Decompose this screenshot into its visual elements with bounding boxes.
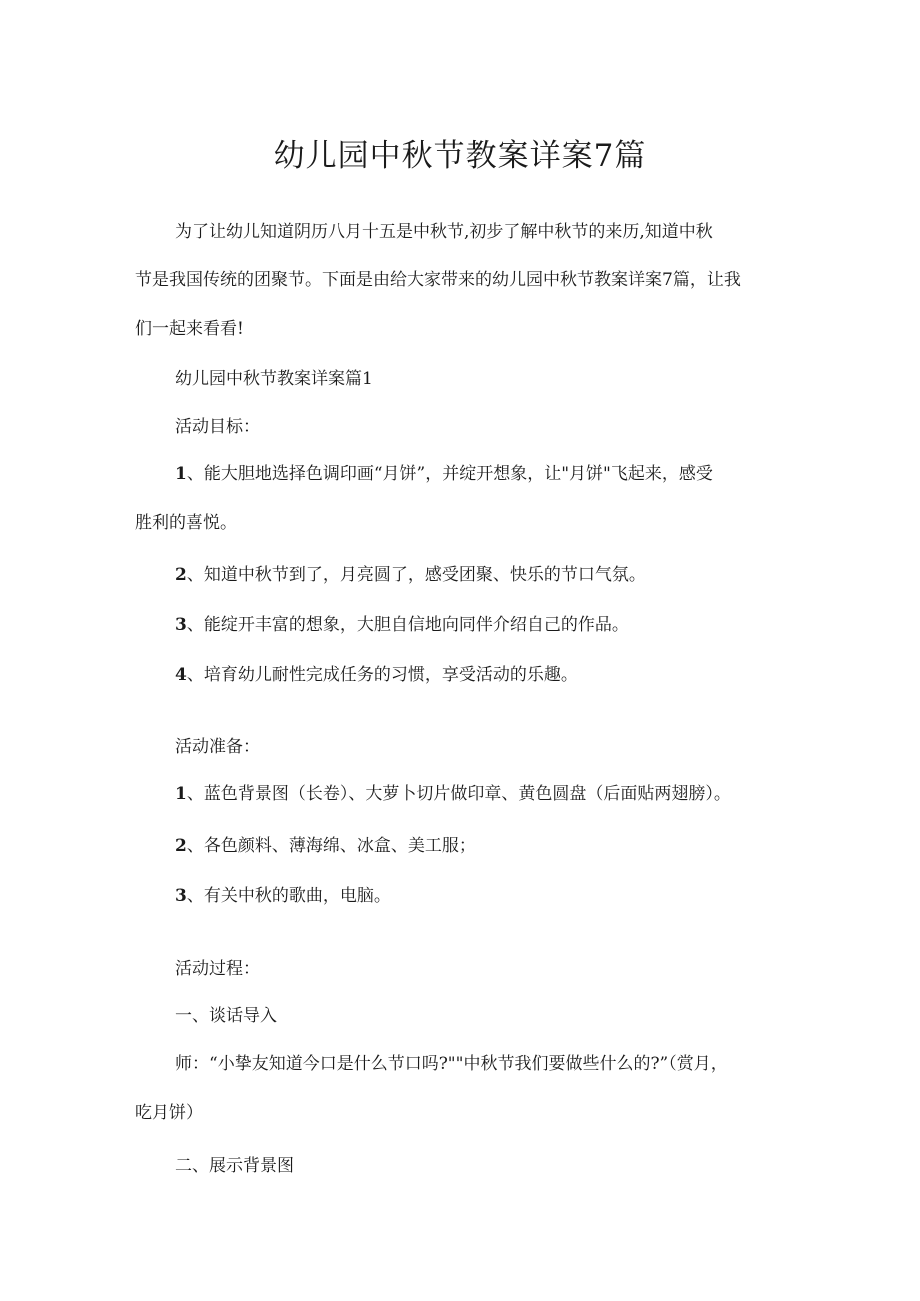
goal-item-number: 2	[175, 565, 187, 585]
prep-item-text: 、有关中秋的歌曲，电脑。	[186, 886, 391, 906]
prep-item-1	[175, 781, 731, 807]
prep-heading: 活动准备：	[175, 737, 260, 757]
prep-item-number: 3	[175, 886, 187, 906]
process-heading: 活动过程：	[175, 959, 260, 979]
goal-item-number: 1	[175, 464, 187, 484]
intro-line-1: 为了让幼儿知道阴历八月十五是中秋节,初步了解中秋节的来历,知道中秋	[175, 222, 713, 242]
prep-item-number: 1	[175, 784, 187, 804]
dialogue-line-2: 吃月饼）	[135, 1103, 203, 1123]
prep-item-2	[175, 833, 476, 859]
step-1-heading: 一、谈话导入	[175, 1006, 277, 1026]
prep-item-number: 2	[175, 836, 187, 856]
goal-item-text: 、能绽开丰富的想象，大胆自信地向同伴介绍自己的作品。	[186, 615, 629, 635]
goal-item-text: 、能大胆地选择色调印画“月饼”，并绽开想象，让"月饼"飞起来，感受	[186, 464, 713, 484]
prep-item-text: 、蓝色背景图（长卷）、大萝卜切片做印章、黄色圆盘（后面贴两翅膀）。	[186, 784, 731, 804]
goal-item-4	[175, 662, 578, 688]
dialogue-line-1: 师：“小挚友知道今口是什么节口吗?""中秋节我们要做些什么的?”（赏月，	[175, 1054, 728, 1074]
goal-item-text: 、知道中秋节到了，月亮圆了，感受团聚、快乐的节口气氛。	[186, 565, 646, 585]
prep-item-text: 、各色颜料、薄海绵、冰盒、美工服；	[186, 836, 476, 856]
intro-line-2: 节是我国传统的团聚节。下面是由给大家带来的幼儿园中秋节教案详案7篇，让我	[135, 270, 741, 290]
document-title: 幼儿园中秋节教案详案7篇	[273, 138, 647, 174]
goal-item-number: 3	[175, 615, 187, 635]
prep-item-3	[175, 883, 391, 909]
goal-item-1	[175, 461, 713, 487]
goal-item-text: 、培育幼儿耐性完成任务的习惯，享受活动的乐趣。	[186, 665, 578, 685]
section-heading: 幼儿园中秋节教案详案篇1	[175, 369, 373, 389]
goals-heading: 活动目标：	[175, 417, 260, 437]
goal-item-2	[175, 562, 646, 588]
goal-item-number: 4	[175, 665, 187, 685]
goal-item-3	[175, 612, 629, 638]
intro-line-3: 们一起来看看!	[135, 319, 244, 339]
goal-item-1-continued: 胜利的喜悦。	[135, 513, 237, 533]
step-2-heading: 二、展示背景图	[175, 1156, 294, 1176]
